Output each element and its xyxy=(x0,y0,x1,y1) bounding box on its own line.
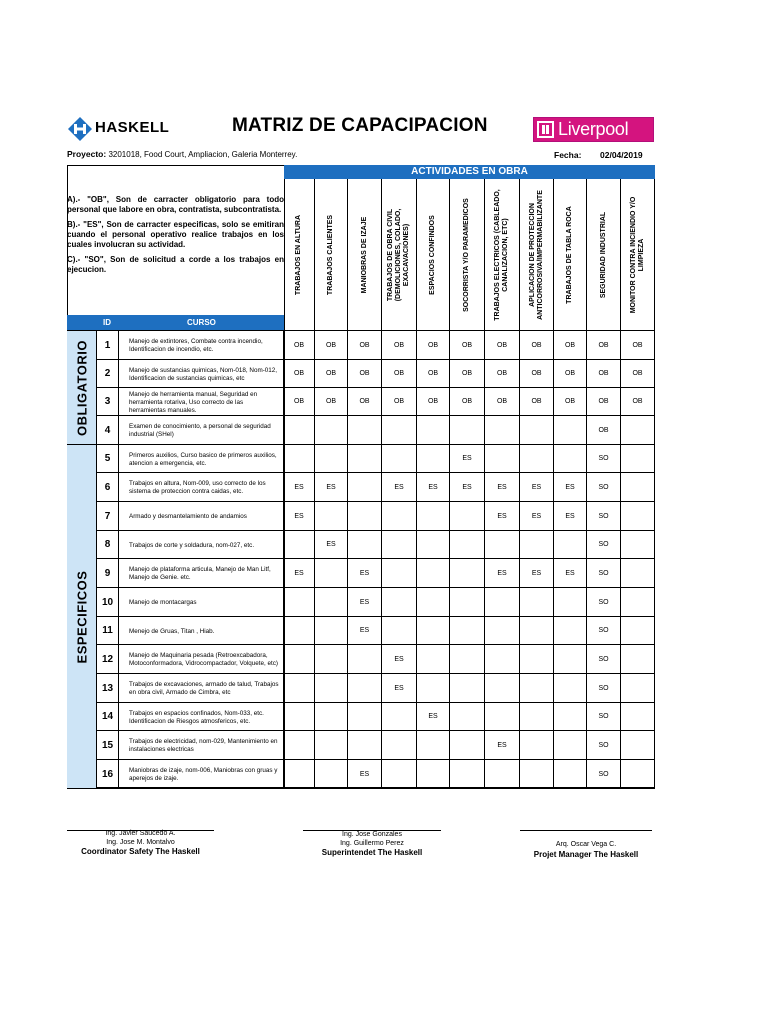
date-label: Fecha: xyxy=(554,150,582,160)
table-row xyxy=(97,760,655,789)
matrix-cell xyxy=(348,531,382,558)
matrix-cell xyxy=(417,674,450,702)
matrix-cell xyxy=(315,559,348,587)
matrix-cell xyxy=(382,731,417,759)
row-course xyxy=(119,703,284,730)
matrix-cell xyxy=(284,760,315,788)
table-row xyxy=(97,531,655,559)
matrix-cell: OB xyxy=(315,331,348,359)
legend-ob: A).- "OB", Son de carracter obligatorio para todo personal que labore en obra, contratista, subcontratista. xyxy=(67,195,284,214)
activity-header-3 xyxy=(348,179,382,331)
matrix-cell xyxy=(382,502,417,530)
matrix-cell: ES xyxy=(348,617,382,644)
matrix-cell: ES xyxy=(554,559,587,587)
matrix-cell xyxy=(284,588,315,616)
row-course-text: Manejo de sustancias quimicas, Nom-018, Nom-012, Identificacion de sustancias quimicas, etc xyxy=(129,366,278,382)
matrix-cell xyxy=(382,760,417,788)
matrix-cell xyxy=(417,731,450,759)
matrix-cell xyxy=(621,445,655,472)
matrix-cell xyxy=(284,731,315,759)
matrix-cell xyxy=(382,559,417,587)
signature-role: Projet Manager The Haskell xyxy=(533,849,639,859)
matrix-cell xyxy=(621,703,655,730)
matrix-cell xyxy=(554,674,587,702)
matrix-cell: ES xyxy=(450,473,485,501)
matrix-cell xyxy=(621,731,655,759)
row-id: 13 xyxy=(97,674,119,702)
matrix-cell: OB xyxy=(315,360,348,387)
row-course xyxy=(119,674,284,702)
matrix-cell: OB xyxy=(315,388,348,415)
matrix-cell: SO xyxy=(587,674,621,702)
matrix-cell xyxy=(348,674,382,702)
matrix-cell xyxy=(520,760,554,788)
table-row xyxy=(97,645,655,674)
row-id: 1 xyxy=(97,331,119,359)
matrix-cell xyxy=(450,531,485,558)
matrix-cell xyxy=(417,645,450,673)
matrix-cell: OB xyxy=(382,388,417,415)
matrix-cell: SO xyxy=(587,703,621,730)
matrix-cell xyxy=(520,416,554,444)
matrix-cell xyxy=(382,617,417,644)
matrix-cell xyxy=(485,531,520,558)
activity-header-label: TRABAJOS DE TABLA ROCA xyxy=(566,206,573,304)
matrix-cell xyxy=(382,531,417,558)
matrix-cell xyxy=(485,645,520,673)
haskell-logo-text: HASKELL xyxy=(95,119,170,136)
activity-header-1 xyxy=(284,179,315,331)
row-course-text: Manejo de herramienta manual, Seguridad en herramienta rotariva, Uso correcto de las herramientas manuales. xyxy=(129,390,258,414)
legend-so: C).- "SO", Son de solicitud a corde a los trabajos en ejecucion. xyxy=(67,255,284,274)
matrix-cell xyxy=(348,416,382,444)
activity-header-4 xyxy=(382,179,417,331)
matrix-cell: ES xyxy=(284,502,315,530)
matrix-cell: ES xyxy=(485,731,520,759)
matrix-cell xyxy=(520,617,554,644)
matrix-cell: OB xyxy=(554,360,587,387)
matrix-cell xyxy=(554,445,587,472)
table-row xyxy=(97,588,655,617)
signature-role: Coordinator Safety The Haskell xyxy=(81,847,200,856)
page-title: MATRIZ DE CAPACIPACION xyxy=(232,115,488,136)
matrix-cell: ES xyxy=(450,445,485,472)
matrix-cell: OB xyxy=(417,331,450,359)
matrix-cell: OB xyxy=(520,331,554,359)
matrix-cell xyxy=(554,703,587,730)
matrix-cell xyxy=(450,588,485,616)
matrix-cell xyxy=(450,502,485,530)
matrix-cell xyxy=(520,674,554,702)
matrix-cell xyxy=(520,703,554,730)
matrix-cell: OB xyxy=(485,388,520,415)
matrix-cell xyxy=(315,617,348,644)
row-course xyxy=(119,617,284,644)
row-course-text: Manejo de montacargas xyxy=(129,599,197,606)
matrix-cell xyxy=(450,731,485,759)
legend xyxy=(67,195,284,280)
matrix-cell xyxy=(450,703,485,730)
matrix-cell xyxy=(417,760,450,788)
matrix-cell: OB xyxy=(382,360,417,387)
matrix-cell: ES xyxy=(382,645,417,673)
group-especificos xyxy=(67,445,97,789)
row-id: 9 xyxy=(97,559,119,587)
matrix-cell xyxy=(554,531,587,558)
matrix-cell: SO xyxy=(587,531,621,558)
matrix-cell xyxy=(520,588,554,616)
row-course xyxy=(119,531,284,558)
group-obligatorio xyxy=(67,331,97,445)
row-course xyxy=(119,559,284,587)
matrix-cell xyxy=(417,445,450,472)
matrix-cell xyxy=(621,588,655,616)
matrix-cell xyxy=(284,531,315,558)
row-course xyxy=(119,360,284,387)
activity-header-label: TRABAJOS ELECTRICOS (CABLEADO, CANALIZACION, ETC) xyxy=(494,189,509,321)
matrix-cell xyxy=(450,674,485,702)
matrix-cell xyxy=(284,617,315,644)
matrix-cell xyxy=(348,502,382,530)
table-row xyxy=(97,360,655,388)
matrix-cell xyxy=(485,760,520,788)
matrix-cell: OB xyxy=(485,360,520,387)
activity-header-label: TRABAJOS CALIENTES xyxy=(327,214,334,296)
matrix-cell xyxy=(485,617,520,644)
row-course xyxy=(119,445,284,472)
matrix-cell: ES xyxy=(485,559,520,587)
row-course-text: Trabajos de corte y soldadura, nom-027, etc. xyxy=(129,541,255,549)
matrix-cell xyxy=(621,531,655,558)
matrix-cell xyxy=(520,531,554,558)
matrix-cell: OB xyxy=(587,360,621,387)
matrix-cell xyxy=(315,674,348,702)
matrix-cell xyxy=(382,445,417,472)
matrix-cell: ES xyxy=(417,703,450,730)
id-header: ID xyxy=(103,318,111,327)
row-id: 5 xyxy=(97,445,119,472)
matrix-cell xyxy=(417,502,450,530)
row-id: 12 xyxy=(97,645,119,673)
table-row xyxy=(97,703,655,731)
matrix-cell xyxy=(485,445,520,472)
activity-header-label: MANIOBRAS DE IZAJE xyxy=(360,216,368,294)
table-row xyxy=(97,473,655,502)
matrix-cell xyxy=(315,502,348,530)
matrix-cell: OB xyxy=(587,388,621,415)
row-course-text: Examen de conocimiento, a personal de seguridad industrial (SHel) xyxy=(129,423,271,438)
matrix-cell xyxy=(417,416,450,444)
matrix-cell xyxy=(554,416,587,444)
matrix-cell xyxy=(417,531,450,558)
row-course xyxy=(119,731,284,759)
row-course xyxy=(119,760,284,788)
matrix-cell xyxy=(621,502,655,530)
matrix-cell xyxy=(348,645,382,673)
matrix-cell xyxy=(485,588,520,616)
matrix-cell xyxy=(417,617,450,644)
matrix-cell: ES xyxy=(315,531,348,558)
signature-block-1 xyxy=(67,830,214,857)
matrix-cell xyxy=(284,645,315,673)
matrix-cell xyxy=(621,473,655,501)
matrix-cell: ES xyxy=(554,473,587,501)
activity-header-label: TRABAJOS DE OBRA CIVIL (DEMOLICIONES, COLADO, EXACAVACIONES) xyxy=(387,208,410,302)
row-course xyxy=(119,331,284,359)
matrix-cell xyxy=(554,760,587,788)
matrix-cell xyxy=(621,760,655,788)
matrix-cell xyxy=(520,731,554,759)
signature-role: Superintendet The Haskell xyxy=(321,848,423,857)
matrix-cell xyxy=(315,731,348,759)
matrix-cell xyxy=(554,617,587,644)
matrix-cell: OB xyxy=(450,331,485,359)
matrix-cell: OB xyxy=(587,416,621,444)
matrix-cell: SO xyxy=(587,445,621,472)
matrix-cell xyxy=(621,559,655,587)
date-value: 02/04/2019 xyxy=(600,150,643,160)
matrix-cell xyxy=(348,473,382,501)
row-id: 6 xyxy=(97,473,119,501)
row-course-text: Manejo de Maquinaria pesada (Retroexcabadora, Motoconformadora, Vidrocompactador, Volquete, etc) xyxy=(129,652,278,667)
haskell-diamond-icon xyxy=(68,117,92,141)
matrix-cell: OB xyxy=(554,388,587,415)
signature-block-2 xyxy=(303,831,441,858)
activity-header-label: APLICACION DE PROTECCION ANTICORROSIVA/IMPERMABILIZANTE xyxy=(528,190,544,320)
matrix-cell xyxy=(315,760,348,788)
matrix-cell xyxy=(554,588,587,616)
matrix-cell: ES xyxy=(485,473,520,501)
id-course-header xyxy=(67,315,284,331)
activity-header-label: MONITOR CONTRA INCIENDIO Y/O LIMPIEZA xyxy=(629,196,645,314)
row-course-text: Manejo de extintores, Combate contra incendio, Identificacion de incendio, etc. xyxy=(129,338,263,353)
table-row xyxy=(97,331,655,360)
table-row xyxy=(97,388,655,416)
matrix-cell: OB xyxy=(621,388,655,415)
matrix-cell: ES xyxy=(417,473,450,501)
project-label: Proyecto: xyxy=(67,149,107,159)
row-course-text: Trabajos de excavaciones, armado de talud, Trabajos en obra civil, Armado de Cimbra, etc xyxy=(129,681,279,696)
haskell-logo xyxy=(68,117,178,141)
matrix-cell xyxy=(485,416,520,444)
matrix-cell xyxy=(348,731,382,759)
activity-header-label: TRABAJOS EN ALTURA xyxy=(295,214,302,296)
matrix-cell: OB xyxy=(348,388,382,415)
matrix-cell: ES xyxy=(382,674,417,702)
matrix-cell: OB xyxy=(621,360,655,387)
signature-name: Ing. Guillermo Perez xyxy=(340,839,404,847)
activity-header-11 xyxy=(621,179,655,331)
matrix-cell xyxy=(621,645,655,673)
activity-header-10 xyxy=(587,179,621,331)
liverpool-logo xyxy=(533,117,654,142)
row-course-text: Maniobras de izaje, nom-006, Maniobras con gruas y aperejos de izaje. xyxy=(129,767,278,782)
signature-name: Arq. Oscar Vega C. xyxy=(555,841,617,848)
matrix-cell xyxy=(315,703,348,730)
row-course-text: Manejo de plataforma articula, Manejo de Man Litf, Manejo de Genie. etc. xyxy=(129,566,271,581)
matrix-cell xyxy=(450,559,485,587)
row-id: 4 xyxy=(97,416,119,444)
matrix-cell xyxy=(485,703,520,730)
matrix-cell: SO xyxy=(587,502,621,530)
matrix-cell xyxy=(520,445,554,472)
matrix-cell xyxy=(382,416,417,444)
matrix-cell xyxy=(284,416,315,444)
matrix-cell: SO xyxy=(587,588,621,616)
signature-name: Ing. Jose M. Montalvo xyxy=(106,838,175,846)
matrix-cell xyxy=(485,674,520,702)
row-id: 15 xyxy=(97,731,119,759)
matrix-cell: ES xyxy=(520,473,554,501)
row-course xyxy=(119,502,284,530)
matrix-cell xyxy=(315,588,348,616)
signature-line-3 xyxy=(520,830,652,831)
table-row xyxy=(97,559,655,588)
row-course xyxy=(119,588,284,616)
matrix-cell xyxy=(382,588,417,616)
legend-es: B).- "ES", Son de carracter especificas, solo se emitiran cuando el personal operativo realice trabajos en los cuales involucran su actividad. xyxy=(67,220,284,249)
row-course-text: Primeros auxilios, Curso basico de primeros auxilios, atencion a emergencia, etc. xyxy=(129,451,277,467)
matrix-cell: ES xyxy=(348,760,382,788)
matrix-cell xyxy=(315,445,348,472)
row-id: 11 xyxy=(97,617,119,644)
matrix-cell xyxy=(315,416,348,444)
table-row xyxy=(97,674,655,703)
matrix-cell: SO xyxy=(587,760,621,788)
matrix-cell xyxy=(348,703,382,730)
matrix-cell xyxy=(554,731,587,759)
matrix-cell: SO xyxy=(587,559,621,587)
activity-header-7 xyxy=(485,179,520,331)
matrix-cell: OB xyxy=(621,331,655,359)
matrix-cell xyxy=(520,645,554,673)
table-row xyxy=(97,445,655,473)
row-id: 7 xyxy=(97,502,119,530)
activity-header-label: SOCORRISTA Y/O PARAMEDICOS xyxy=(463,198,470,312)
matrix-cell: OB xyxy=(417,360,450,387)
activity-header-9 xyxy=(554,179,587,331)
matrix-cell: OB xyxy=(554,331,587,359)
row-course-text: Menejo de Gruas, Titan , Hiab. xyxy=(129,627,215,635)
row-id: 8 xyxy=(97,531,119,558)
signature-name: Ing. Javier Saucedo A. xyxy=(105,830,176,837)
activity-header-label: SEGURIDAD INDUSTRIAL xyxy=(599,211,607,299)
row-id: 14 xyxy=(97,703,119,730)
row-id: 2 xyxy=(97,360,119,387)
row-course xyxy=(119,473,284,501)
group-label: ESPECIFICOS xyxy=(74,570,89,663)
matrix-cell: OB xyxy=(485,331,520,359)
matrix-cell: SO xyxy=(587,731,621,759)
row-course-text: Trabajos de electricidad, nom-029, Mantenimiento en instalaciones electricas xyxy=(129,738,278,753)
liverpool-mark-icon xyxy=(537,121,554,138)
matrix-cell xyxy=(284,445,315,472)
table-row xyxy=(97,617,655,645)
matrix-cell: ES xyxy=(520,559,554,587)
group-label: OBLIGATORIO xyxy=(74,339,89,436)
table-row xyxy=(97,502,655,531)
matrix-cell: OB xyxy=(450,360,485,387)
matrix-cell xyxy=(284,674,315,702)
table-row xyxy=(97,416,655,445)
matrix-cell: OB xyxy=(284,331,315,359)
course-header: CURSO xyxy=(187,318,216,327)
matrix-cell: ES xyxy=(485,502,520,530)
matrix-cell: OB xyxy=(417,388,450,415)
matrix-cell xyxy=(621,674,655,702)
matrix-cell xyxy=(348,445,382,472)
matrix-cell: ES xyxy=(284,559,315,587)
signature-block-3 xyxy=(520,841,652,859)
matrix-cell xyxy=(621,617,655,644)
table-row xyxy=(97,731,655,760)
matrix-cell xyxy=(450,617,485,644)
matrix-cell xyxy=(284,703,315,730)
matrix-cell: OB xyxy=(520,360,554,387)
matrix-cell: OB xyxy=(284,360,315,387)
matrix-cell: ES xyxy=(520,502,554,530)
matrix-cell: OB xyxy=(284,388,315,415)
row-id: 16 xyxy=(97,760,119,788)
activities-header: ACTIVIDADES EN OBRA xyxy=(284,165,655,179)
row-id: 10 xyxy=(97,588,119,616)
matrix-cell: SO xyxy=(587,473,621,501)
matrix-cell: OB xyxy=(587,331,621,359)
project-value: 3201018, Food Court, Ampliacion, Galeria Monterrey. xyxy=(108,150,298,159)
matrix-cell: ES xyxy=(315,473,348,501)
row-course-text: Trabajos en espacios confinados, Nom-033, etc. Identificacion de Riesgos atmosfericos, etc. xyxy=(129,709,264,725)
row-course-text: Armado y desmantelamiento de andamios xyxy=(129,513,247,520)
row-course xyxy=(119,416,284,444)
matrix-cell xyxy=(450,645,485,673)
matrix-cell: ES xyxy=(348,588,382,616)
liverpool-logo-text: Liverpool xyxy=(558,119,629,139)
matrix-cell xyxy=(450,416,485,444)
matrix-cell xyxy=(450,760,485,788)
matrix-cell: ES xyxy=(284,473,315,501)
matrix-cell: OB xyxy=(348,331,382,359)
activity-header-5 xyxy=(417,179,450,331)
activity-header-8 xyxy=(520,179,554,331)
matrix-cell: ES xyxy=(348,559,382,587)
matrix-cell: OB xyxy=(348,360,382,387)
matrix-cell xyxy=(417,559,450,587)
signature-name: Ing. Jose Gonzales xyxy=(342,831,402,838)
row-id: 3 xyxy=(97,388,119,415)
matrix-cell: SO xyxy=(587,617,621,644)
matrix-cell xyxy=(315,645,348,673)
matrix-cell xyxy=(417,588,450,616)
activity-header-label: ESPACIOS CONFINDOS xyxy=(429,215,436,295)
activity-header-6 xyxy=(450,179,485,331)
matrix-cell: OB xyxy=(382,331,417,359)
matrix-cell: ES xyxy=(554,502,587,530)
matrix-cell xyxy=(621,416,655,444)
matrix-cell: SO xyxy=(587,645,621,673)
matrix-cell xyxy=(382,703,417,730)
row-course-text: Trabajos en altura, Nom-009, uso correcto de los sistema de proteccion contra caidas, etc. xyxy=(129,480,266,495)
matrix-cell: OB xyxy=(520,388,554,415)
matrix-cell: ES xyxy=(382,473,417,501)
row-course xyxy=(119,388,284,415)
matrix-cell xyxy=(554,645,587,673)
matrix-cell: OB xyxy=(450,388,485,415)
activity-header-2 xyxy=(315,179,348,331)
row-course xyxy=(119,645,284,673)
